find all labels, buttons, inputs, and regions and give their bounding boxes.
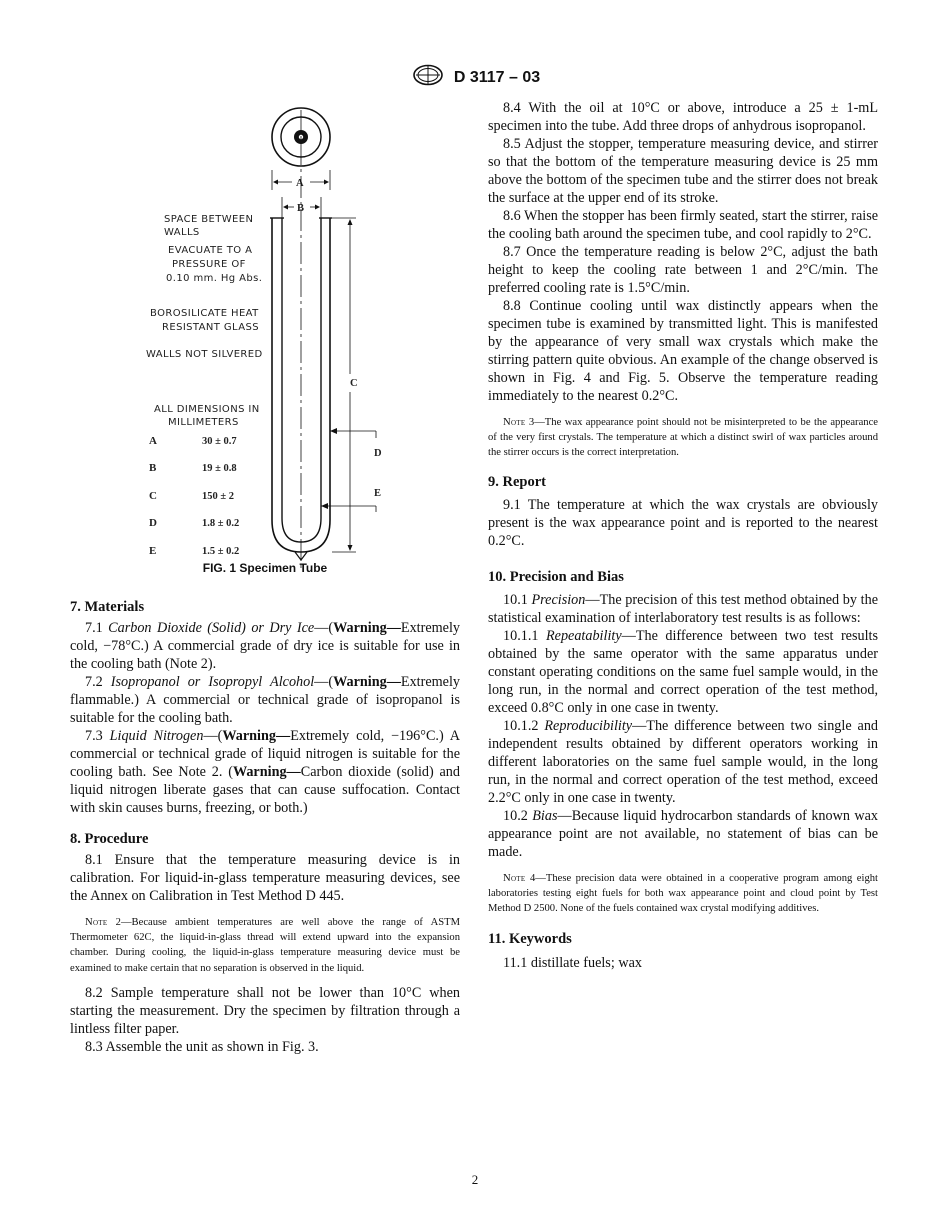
label-pressure-value: 0.10 mm. Hg Abs. [166, 273, 263, 284]
dim-key-b: B [149, 462, 157, 474]
dim-value-a: 30 ± 0.7 [202, 436, 237, 447]
dim-key-a: A [149, 435, 157, 447]
paragraph-7-3: 7.3 Liquid Nitrogen—(Warning—Extremely cold, −196°C.) A commercial or technical grade of liquid nitrogen is suitable for the cooling bath. See Note 2. (Warning—Carbon dioxide (solid) and liquid nitrogen liberate gases that can cause suffocation. Contact with skin causes burns, freezing, or both.) [70, 728, 461, 816]
paragraph-8-4: 8.4 With the oil at 10°C or above, introduce a 25 ± 1-mL specimen into the tube. Add three drops of anhydrous isopropanol. [488, 100, 878, 134]
label-millimeters: MILLIMETERS [168, 417, 239, 428]
label-all-dimensions: ALL DIMENSIONS IN [154, 404, 260, 415]
paragraph-8-8: 8.8 Continue cooling until wax distinctly appears when the specimen tube is examined by transmitted light. This is manifested by the appearance of very small wax crystals which make the stirring pattern quite obvious. An example of the change observed is shown in Fig. 4 and Fig. 5. Observe the temperature reading immediately to the nearest 0.2°C. [488, 298, 878, 404]
paragraph-8-5: 8.5 Adjust the stopper, temperature measuring device, and stirrer so that the bottom of the temperature measuring device is 25 mm above the bottom of the specimen tube and the stirrer does not break the surface at the upper end of its stroke. [488, 136, 878, 206]
paragraph-10-1-2: 10.1.2 Reproducibility—The difference between two single and independent results obtained by different operators working in different laboratories on the same fuel sample would, in the long run, in the normal and correct operation of the test method, exceed 2.2°C only in one case in twenty. [488, 717, 879, 806]
page-header [0, 64, 950, 91]
paragraph-9-1: 9.1 The temperature at which the wax crystals are obviously present is the wax appearance point and is reported to the nearest 0.2°C. [488, 496, 878, 549]
marker-c: C [350, 378, 358, 389]
label-evacuate: EVACUATE TO A [168, 245, 253, 256]
dim-value-b: 19 ± 0.8 [202, 463, 237, 474]
figure-specimen-tube [140, 100, 400, 578]
label-resistant-glass: RESISTANT GLASS [162, 322, 259, 333]
dim-key-e: E [149, 545, 157, 557]
paragraph-7-1: 7.1 Carbon Dioxide (Solid) or Dry Ice—(Warning—Extremely cold, −78°C.) A commercial grade of dry ice is suitable for use in the cooling bath (Note 2). [70, 620, 461, 672]
note-4: Note 4—These precision data were obtained in a cooperative program among eight laboratories testing eight fuels for both wax appearance point and cloud point by Test Method D 2500. None of the fuels contained wax crystal modifying additives. [488, 872, 878, 915]
paragraph-8-2: 8.2 Sample temperature shall not be lower than 10°C when starting the measurement. Dry the specimen by filtration through a lintless filter paper. [70, 984, 460, 1037]
dim-value-c: 150 ± 2 [202, 491, 235, 502]
paragraph-8-6: 8.6 When the stopper has been firmly seated, start the stirrer, raise the cooling bath around the specimen tube, and cool rapidly to 2°C. [488, 208, 879, 242]
section-precision-heading: 10. Precision and Bias [488, 568, 624, 585]
label-space-between: SPACE BETWEEN [164, 214, 254, 225]
astm-logo-icon [410, 64, 446, 91]
note-3: Note 3—The wax appearance point should not be misinterpreted to be the appearance of the very first crystals. The temperature at which a distinct swirl of wax particles around the stirrer occurs is the correct interpretation. [488, 417, 878, 459]
paragraph-8-7: 8.7 Once the temperature reading is below 2°C, adjust the bath height to keep the cooling rate between 1 and 2°C/min. The preferred cooling rate is 1.5°C/min. [488, 244, 878, 296]
paragraph-11-1: 11.1 distillate fuels; wax [503, 955, 642, 972]
label-pressure: PRESSURE OF [172, 259, 246, 270]
label-walls-not-silvered: WALLS NOT SILVERED [146, 349, 263, 360]
section-keywords-heading: 11. Keywords [488, 931, 572, 948]
right-column [488, 99, 878, 972]
page-number: 2 [471, 1172, 479, 1187]
marker-e: E [374, 488, 382, 499]
section-procedure-heading: 8. Procedure [70, 831, 149, 847]
paragraph-10-1: 10.1 Precision—The precision of this test method obtained by the statistical examination of interlaboratory test results is as follows: [488, 591, 879, 626]
dim-value-e: 1.5 ± 0.2 [202, 546, 240, 557]
section-materials-heading: 7. Materials [70, 599, 145, 615]
marker-a: A [296, 178, 304, 189]
marker-b: B [297, 203, 305, 214]
paragraph-8-1: 8.1 Ensure that the temperature measuring device is in calibration. For liquid-in-glass temperature measuring devices, see the Annex on Calibration in Test Method D 445. [70, 852, 460, 904]
section-report-heading: 9. Report [488, 473, 546, 490]
paragraph-10-1-1: 10.1.1 Repeatability—The difference between two test results obtained by the same operator with the same apparatus under constant operating conditions on the same fuel sample would, in the long run, in the normal and correct operation of the test method, exceed 0.8°C only in one case in twenty. [488, 627, 878, 716]
left-column [70, 598, 460, 1056]
dim-value-d: 1.8 ± 0.2 [202, 518, 240, 529]
paragraph-8-3: 8.3 Assemble the unit as shown in Fig. 3. [85, 1038, 319, 1055]
document-designation: D 3117 – 03 [453, 68, 541, 86]
figure-caption: FIG. 1 Specimen Tube [202, 561, 328, 575]
dim-key-c: C [149, 490, 157, 502]
specimen-tube-diagram [140, 100, 400, 578]
paragraph-10-2: 10.2 Bias—Because liquid hydrocarbon standards of known wax appearance point are not available, no statement of bias can be made. [488, 807, 879, 860]
paragraph-7-2: 7.2 Isopropanol or Isopropyl Alcohol—(Warning—Extremely flammable.) A commercial or technical grade of isopropanol is suitable for the cooling bath. [70, 674, 460, 726]
marker-d: D [374, 448, 382, 459]
label-walls: WALLS [164, 227, 200, 238]
label-borosilicate: BOROSILICATE HEAT [150, 308, 259, 319]
note-2: Note 2—Because ambient temperatures are well above the range of ASTM Thermometer 62C, the liquid-in-glass thread will extend upward into the expansion chamber. During cooling, the liquid-in-glass temperature measuring device must be examined to make certain that no separation is observed in the liquid. [70, 917, 460, 974]
dim-key-d: D [149, 517, 157, 529]
